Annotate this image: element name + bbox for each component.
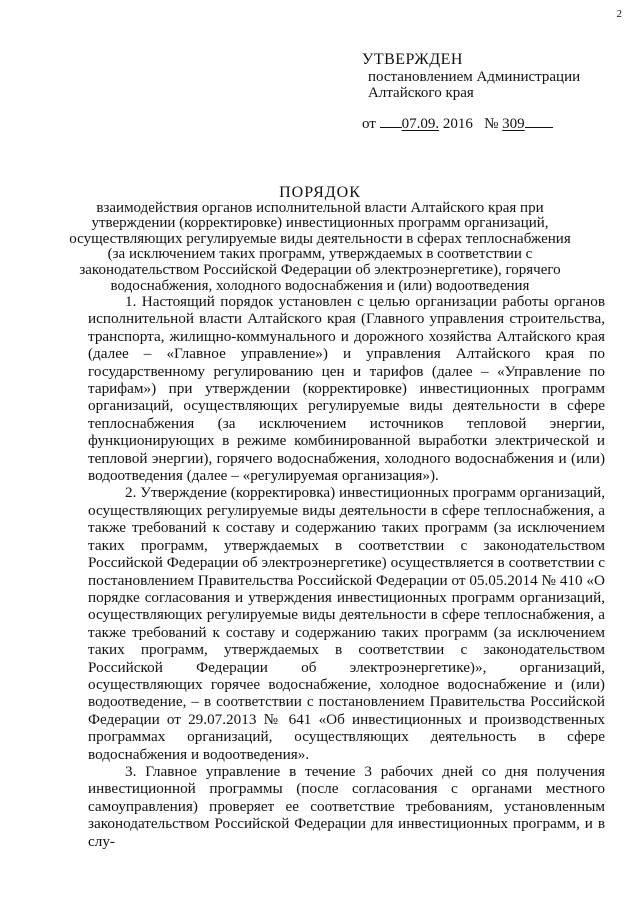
date-year: 2016 [442,116,473,132]
date-value: 07.09. [401,116,440,132]
title-main: ПОРЯДОК [279,184,361,201]
approval-block [362,52,622,132]
paragraph-1: 1. Настоящий порядок установлен с целью организации работы органов исполнительной власти Алтайского края (Главного управления строительства, транспорта, жилищно-коммунального и дорожного хозяйства Алтайского края (далее – «Главное управление») и управления Алтайского края по государственному регулированию цен и тарифов (далее – «Управление по тарифам») при утверждении (корректировке) инвестиционных программ организаций, осуществляющих регулируемые виды деятельности в сфере теплоснабжения (за исключением источников тепловой энергии, функционирующих в режиме комбинированной выработки электрической и тепловой энергии), горячего водоснабжения, холодного водоснабжения и (или) водоотведения (далее – «регулируемая организация»). [88,293,605,485]
approval-line-2: Алтайского края [368,85,474,101]
number-sign: № [484,116,499,132]
document-body [88,293,605,850]
approval-title: УТВЕРЖДЕН [362,51,463,68]
page-number: 2 [616,8,622,20]
title-subtitle: взаимодействия органов исполнительной власти Алтайского края при утверждении (корректировке) инвестиционных программ организаций, осуществляющих регулируемые виды деятельности в сферах теплоснабжения (за исключением таких программ, утверждаемых в соответствии с законодательством Российской Федерации об электроэнергетике), горячего водоснабжения, холодного водоснабжения и (или) водоотведения [69,199,571,294]
approval-date-line [362,115,622,132]
paragraph-2: 2. Утверждение (корректировка) инвестиционных программ организаций, осуществляющих регулируемые виды деятельности в сфере теплоснабжения, а также требований к составу и содержанию таких программ (за исключением таких программ, утверждаемых в соответствии с законодательством Российской Федерации об электроэнергетике) осуществляется в соответствии с постановлением Правительства Российской Федерации от 05.05.2014 № 410 «О порядке согласования и утверждения инвестиционных программ организаций, осуществляющих регулируемые виды деятельности в сфере теплоснабжения, а также требований к составу и содержанию таких программ (за исключением таких программ, утверждаемых в соответствии с законодательством Российской Федерации об электроэнергетике)», организаций, осуществляющих горячее водоснабжение, холодное водоснабжение и (или) водоотведение, – в соответствии с постановлением Правительства Российской Федерации от 29.07.2013 № 641 «Об инвестиционных и производственных программах организаций, осуществляющих деятельность в сфере водоснабжения и водоотведения». [88,484,605,763]
number-blank-underline [525,115,553,128]
document-title [60,185,580,294]
date-blank-underline [380,115,402,128]
date-prefix: от [362,116,376,132]
number-value: 309 [502,116,525,132]
approval-line-1: постановлением Администрации [368,69,581,85]
paragraph-3: 3. Главное управление в течение 3 рабочих дней со дня получения инвестиционной программы (после согласования с органами местного самоуправления) проверяет ее соответствие требованиям, установленным законодательством Российской Федерации для инвестиционных программ, и в слу- [88,762,605,850]
